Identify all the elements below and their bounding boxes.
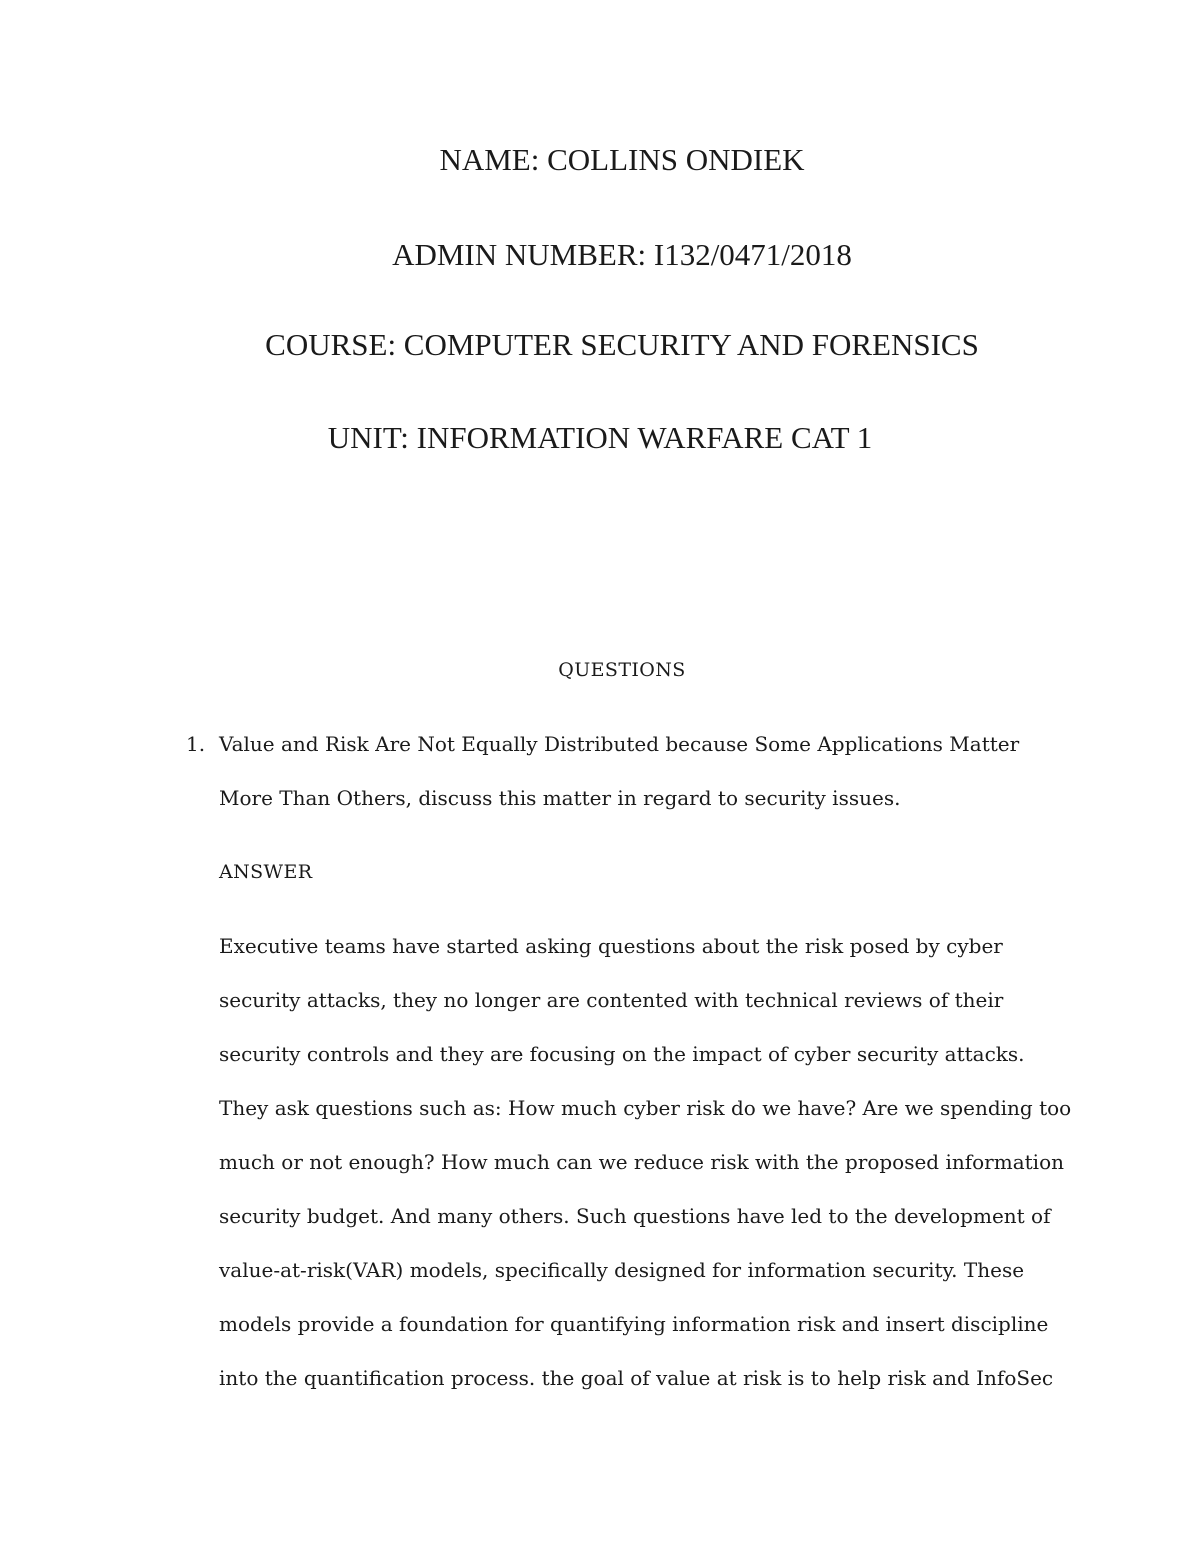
answer-text-line: much or not enough? How much can we reduce risk with the proposed information bbox=[219, 1150, 1064, 1174]
question-number: 1. bbox=[186, 732, 206, 756]
answer-text-line: They ask questions such as: How much cyber risk do we have? Are we spending too bbox=[219, 1096, 1072, 1120]
student-name-heading: NAME: COLLINS ONDIEK bbox=[439, 142, 805, 177]
answer-text-line: Executive teams have started asking questions about the risk posed by cyber bbox=[219, 934, 1003, 958]
questions-title: QUESTIONS bbox=[558, 659, 686, 681]
answer-text-line: security attacks, they no longer are contented with technical reviews of their bbox=[219, 988, 1004, 1012]
unit-heading: UNIT: INFORMATION WARFARE CAT 1 bbox=[327, 420, 873, 455]
answer-text-line: security budget. And many others. Such questions have led to the development of bbox=[219, 1204, 1051, 1228]
admin-number-heading: ADMIN NUMBER: I132/0471/2018 bbox=[392, 237, 852, 272]
answer-text-line: into the quantification process. the goal of value at risk is to help risk and InfoSec bbox=[219, 1366, 1054, 1390]
answer-text-line: security controls and they are focusing on the impact of cyber security attacks. bbox=[219, 1042, 1025, 1066]
answer-text-line: models provide a foundation for quantifying information risk and insert discipline bbox=[219, 1312, 1049, 1336]
question-text-line: More Than Others, discuss this matter in regard to security issues. bbox=[219, 786, 901, 810]
question-text-line: Value and Risk Are Not Equally Distributed because Some Applications Matter bbox=[219, 732, 1020, 756]
course-heading: COURSE: COMPUTER SECURITY AND FORENSICS bbox=[265, 327, 979, 362]
answer-text-line: value-at-risk(VAR) models, specifically designed for information security. These bbox=[219, 1258, 1025, 1282]
answer-label: ANSWER bbox=[219, 861, 313, 883]
